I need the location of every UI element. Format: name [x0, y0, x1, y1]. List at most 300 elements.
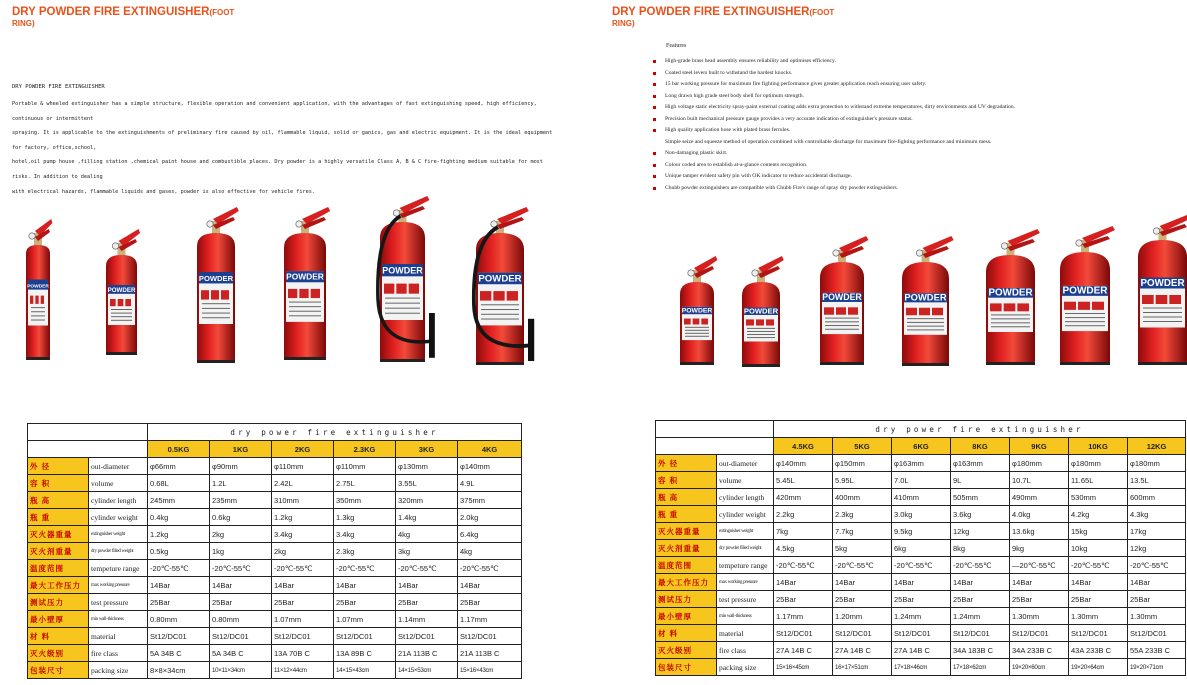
table-cell: 55A 233B C: [1128, 642, 1186, 659]
extinguisher-label-text: POWDER: [743, 306, 779, 316]
table-cell: 1.24mm: [951, 608, 1010, 625]
table-cell: 350mm: [334, 492, 396, 509]
table-cell: 490mm: [1010, 489, 1069, 506]
table-cell: 27A 14B C: [833, 642, 892, 659]
table-cell: 320mm: [396, 492, 458, 509]
table-cell: 8×8×34cm: [148, 662, 210, 679]
table-cell: -20℃-55℃: [458, 560, 522, 577]
table-row: [28, 526, 522, 543]
table-cell: -20℃-55℃: [1069, 557, 1128, 574]
table-cell: 25Bar: [458, 594, 522, 611]
table-row: [28, 594, 522, 611]
table-cell: 1.14mm: [396, 611, 458, 628]
extinguisher-image: [735, 252, 787, 371]
table-cell: 4kg: [396, 526, 458, 543]
row-label-cn: 最小壁厚: [656, 608, 717, 625]
table-cell: 1.3kg: [334, 509, 396, 526]
row-label-cn: 测试压力: [656, 591, 717, 608]
table-cell: 530mm: [1069, 489, 1128, 506]
table-row: [656, 472, 1186, 489]
row-label-cn: 容 积: [28, 475, 89, 492]
table-cell: St12/DC01: [774, 625, 833, 642]
table-cell: 11.65L: [1069, 472, 1128, 489]
size-header: 5KG: [833, 438, 892, 455]
corner-cell: [28, 424, 148, 441]
table-cell: 3.6kg: [951, 506, 1010, 523]
table-cell: φ90mm: [210, 458, 272, 475]
table-cell: φ66mm: [148, 458, 210, 475]
table-row: [28, 645, 522, 662]
table-cell: 375mm: [458, 492, 522, 509]
table-cell: 3.4kg: [272, 526, 334, 543]
feature-item: Non-damaging plastic skirt.: [652, 148, 1015, 160]
table-cell: 2kg: [210, 526, 272, 543]
extinguisher-image: [277, 203, 333, 364]
row-label-en: min wall-thickness: [717, 608, 774, 625]
extinguisher-label-text: POWDER: [198, 273, 234, 283]
table-cell: 5.95L: [833, 472, 892, 489]
table-cell: 13A 89B C: [334, 645, 396, 662]
row-label-en: tempeture range: [89, 560, 148, 577]
table-cell: 600mm: [1128, 489, 1186, 506]
table-row: [28, 458, 522, 475]
row-label-en: cylinder length: [89, 492, 148, 509]
extinguisher-label-text: POWDER: [27, 284, 49, 290]
table-cell: 25Bar: [396, 594, 458, 611]
table-cell: 9.5kg: [892, 523, 951, 540]
extinguisher-label-text: POWDER: [382, 265, 423, 276]
feature-item: Colour coded area to establish at-a-glance contents recognition.: [652, 160, 1015, 172]
table-cell: St12/DC01: [833, 625, 892, 642]
table-cell: φ180mm: [1010, 455, 1069, 472]
table-cell: φ140mm: [458, 458, 522, 475]
table-row: [656, 625, 1186, 642]
table-cell: 8kg: [951, 540, 1010, 557]
extinguisher-image: [190, 203, 242, 367]
table-cell: 10kg: [1069, 540, 1128, 557]
table-cell: 1kg: [210, 543, 272, 560]
table-cell: 245mm: [148, 492, 210, 509]
table-cell: 0.5kg: [148, 543, 210, 560]
table-cell: 1.24mm: [892, 608, 951, 625]
feature-item: Unique tamper evident safety pin with OK indicator to reduce accidental discharge.: [652, 171, 1015, 183]
table-cell: φ150mm: [833, 455, 892, 472]
extinguisher-label-text: POWDER: [1062, 285, 1108, 297]
table-row: [28, 509, 522, 526]
table-cell: 19×20×60cm: [1010, 659, 1069, 676]
table-cell: 11×12×44cm: [272, 662, 334, 679]
table-cell: 1.30mm: [1069, 608, 1128, 625]
table-cell: 1.30mm: [1010, 608, 1069, 625]
table-cell: 3.0kg: [892, 506, 951, 523]
extinguisher-image: [373, 192, 448, 366]
extinguisher-image: [1131, 210, 1187, 369]
table-row: [656, 574, 1186, 591]
table-cell: 1.07mm: [334, 611, 396, 628]
title-main: DRY POWDER FIRE EXTINGUISHER: [12, 6, 210, 18]
table-cell: -20℃-55℃: [774, 557, 833, 574]
table-cell: 13A 70B C: [272, 645, 334, 662]
table-cell: 13.5L: [1128, 472, 1186, 489]
size-header: 3KG: [396, 441, 458, 458]
row-label-en: dry powder filled weight: [717, 540, 774, 557]
size-header: 2.3KG: [334, 441, 396, 458]
table-cell: St12/DC01: [1069, 625, 1128, 642]
table-row: [28, 560, 522, 577]
extinguisher-label-text: POWDER: [988, 287, 1033, 299]
row-label-cn: 测试压力: [28, 594, 89, 611]
table-cell: 14Bar: [833, 574, 892, 591]
row-label-cn: 材 料: [656, 625, 717, 642]
extinguisher-image: [979, 225, 1042, 369]
table-cell: 4.2kg: [1069, 506, 1128, 523]
table-row: [656, 659, 1186, 676]
table-cell: 2.75L: [334, 475, 396, 492]
table-cell: φ110mm: [334, 458, 396, 475]
table-cell: 0.80mm: [210, 611, 272, 628]
row-label-en: test pressure: [89, 594, 148, 611]
row-label-en: fire class: [89, 645, 148, 662]
table-cell: 6.4kg: [458, 526, 522, 543]
row-label-cn: 材 料: [28, 628, 89, 645]
size-header: 0.5KG: [148, 441, 210, 458]
table-cell: 2.0kg: [458, 509, 522, 526]
table-row: [28, 475, 522, 492]
table-row: [656, 506, 1186, 523]
extinguisher-label-text: POWDER: [1140, 278, 1185, 289]
row-label-cn: 外 径: [28, 458, 89, 475]
size-header: 4.5KG: [774, 438, 833, 455]
table-cell: 1.2kg: [148, 526, 210, 543]
row-label-en: out-diameter: [89, 458, 148, 475]
corner-cell: [28, 441, 148, 458]
table-cell: St12/DC01: [148, 628, 210, 645]
table-caption-row: [656, 421, 1186, 438]
extinguisher-image: [469, 203, 547, 369]
row-label-en: cylinder length: [717, 489, 774, 506]
table-cell: 25Bar: [334, 594, 396, 611]
table-cell: 410mm: [892, 489, 951, 506]
table-cell: 14Bar: [1010, 574, 1069, 591]
table-cell: 10.7L: [1010, 472, 1069, 489]
features-list: [652, 56, 1015, 194]
table-cell: 235mm: [210, 492, 272, 509]
table-cell: 4.0kg: [1010, 506, 1069, 523]
table-cell: 6kg: [892, 540, 951, 557]
table-cell: St12/DC01: [951, 625, 1010, 642]
description-line: spraying. It is applicable to the extinguishments of preliminary fire caused by oil, flammable liquid, solid or ganics, gas and electric equipment. It is the ideal equipment for factory, office,school,: [12, 130, 553, 151]
table-cell: 17×18×62cm: [951, 659, 1010, 676]
table-row: [28, 492, 522, 509]
row-label-cn: 瓶 高: [656, 489, 717, 506]
table-cell: 2.42L: [272, 475, 334, 492]
table-cell: 25Bar: [1010, 591, 1069, 608]
row-label-cn: 瓶 高: [28, 492, 89, 509]
table-cell: 25Bar: [774, 591, 833, 608]
table-cell: 27A 14B C: [892, 642, 951, 659]
table-cell: 14Bar: [334, 577, 396, 594]
table-cell: 17kg: [1128, 523, 1186, 540]
table-row: [28, 577, 522, 594]
description-heading: DRY POWDER FIRE EXTINGUISHER: [12, 84, 105, 90]
table-cell: -20℃-55℃: [892, 557, 951, 574]
table-cell: -20℃-55℃: [148, 560, 210, 577]
table-cell: 1.2kg: [272, 509, 334, 526]
table-cell: 505mm: [951, 489, 1010, 506]
title-suffix: (FOOT: [809, 8, 835, 17]
row-label-cn: 包装尺寸: [656, 659, 717, 676]
feature-item: Precision built mechanical pressure gauge provides a very accurate indication of extinguisher's pressure status.: [652, 114, 1015, 126]
table-cell: 14Bar: [1069, 574, 1128, 591]
title-line2: RING): [12, 19, 35, 28]
table-row: [28, 611, 522, 628]
row-label-en: max working pressure: [89, 577, 148, 594]
table-cell: 14Bar: [210, 577, 272, 594]
table-cell: 4.9L: [458, 475, 522, 492]
row-label-en: dry powder filled weight: [89, 543, 148, 560]
table-cell: -20℃-55℃: [1128, 557, 1186, 574]
table-cell: 14×15×53cm: [396, 662, 458, 679]
table-cell: St12/DC01: [1010, 625, 1069, 642]
table-cell: φ110mm: [272, 458, 334, 475]
extinguisher-image: [99, 225, 144, 359]
table-cell: 0.80mm: [148, 611, 210, 628]
feature-item: High voltage static electricity spray-paint external coating adds extra protection to withstand extreme temperatures, dirty environments and UV degradation.: [652, 102, 1015, 114]
table-cell: 3kg: [396, 543, 458, 560]
table-cell: 1.4kg: [396, 509, 458, 526]
table-cell: 420mm: [774, 489, 833, 506]
table-row: [656, 608, 1186, 625]
extinguisher-label-text: POWDER: [904, 291, 947, 303]
row-label-cn: 瓶 重: [656, 506, 717, 523]
table-row: [656, 523, 1186, 540]
table-cell: 1.17mm: [458, 611, 522, 628]
table-cell: 14Bar: [396, 577, 458, 594]
extinguisher-image: [673, 252, 721, 369]
table-cell: 0.6kg: [210, 509, 272, 526]
table-cell: St12/DC01: [334, 628, 396, 645]
table-cell: 2.3kg: [334, 543, 396, 560]
features-heading: Features: [666, 43, 687, 49]
table-cell: 12kg: [1128, 540, 1186, 557]
size-header: 6KG: [892, 438, 951, 455]
extinguisher-image: [813, 232, 871, 369]
table-cell: 400mm: [833, 489, 892, 506]
table-row: [656, 591, 1186, 608]
table-cell: 1.20mm: [833, 608, 892, 625]
description-line: hotel,oil pump house ,filling station ,chemical paint house and combustible places. Dry powder is a highly versatile Class A, B & C fire-fighting medium suitable for most risks. In addition to dealing: [12, 159, 543, 180]
table-cell: 4.3kg: [1128, 506, 1186, 523]
table-cell: 27A 14B C: [774, 642, 833, 659]
row-label-en: volume: [89, 475, 148, 492]
table-row: [656, 489, 1186, 506]
table-header-row: [28, 441, 522, 458]
description-line: with electrical hazards, flammable liquids and gases, powder is also effective for vehicle fires.: [12, 188, 315, 195]
table-cell: 9L: [951, 472, 1010, 489]
table-cell: 13.6kg: [1010, 523, 1069, 540]
table-cell: 14Bar: [892, 574, 951, 591]
table-caption-row: [28, 424, 522, 441]
table-cell: 34A 233B C: [1010, 642, 1069, 659]
feature-item: High-grade brass head assembly ensures reliability and optimises efficiency.: [652, 56, 1015, 68]
table-cell: -20℃-55℃: [833, 557, 892, 574]
extinguisher-image: [895, 232, 956, 370]
table-cell: 19×20×64cm: [1069, 659, 1128, 676]
row-label-en: extinguisher weight: [717, 523, 774, 540]
row-label-en: out-diameter: [717, 455, 774, 472]
row-label-cn: 温度范围: [656, 557, 717, 574]
size-header: 8KG: [951, 438, 1010, 455]
table-row: [656, 455, 1186, 472]
table-cell: 3.4kg: [334, 526, 396, 543]
row-label-cn: 外 径: [656, 455, 717, 472]
table-cell: 15×16×45cm: [774, 659, 833, 676]
extinguisher-image: [19, 215, 57, 364]
table-row: [28, 543, 522, 560]
table-cell: 4.5kg: [774, 540, 833, 557]
table-cell: 2.2kg: [774, 506, 833, 523]
size-header: 12KG: [1128, 438, 1186, 455]
table-cell: 2kg: [272, 543, 334, 560]
table-cell: 14Bar: [272, 577, 334, 594]
table-cell: 5kg: [833, 540, 892, 557]
table-cell: 19×20×71cm: [1128, 659, 1186, 676]
table-cell: St12/DC01: [272, 628, 334, 645]
row-label-en: extinguisher weight: [89, 526, 148, 543]
table-row: [656, 540, 1186, 557]
table-cell: 310mm: [272, 492, 334, 509]
table-cell: 14×15×43cm: [334, 662, 396, 679]
table-cell: 7kg: [774, 523, 833, 540]
table-cell: 25Bar: [951, 591, 1010, 608]
size-header: 4KG: [458, 441, 522, 458]
row-label-cn: 瓶 重: [28, 509, 89, 526]
table-caption: dry power fire extinguisher: [148, 424, 522, 441]
table-cell: 0.68L: [148, 475, 210, 492]
feature-item: Coated steel levers built to withstand the hardest knocks.: [652, 68, 1015, 80]
table-cell: 25Bar: [833, 591, 892, 608]
feature-item: High quality application hose with plated brass ferrules.: [652, 125, 1015, 137]
table-cell: St12/DC01: [892, 625, 951, 642]
table-row: [28, 662, 522, 679]
table-cell: φ180mm: [1128, 455, 1186, 472]
table-cell: 25Bar: [272, 594, 334, 611]
table-cell: 1.17mm: [774, 608, 833, 625]
table-cell: 25Bar: [1069, 591, 1128, 608]
table-cell: φ180mm: [1069, 455, 1128, 472]
row-label-cn: 最大工作压力: [28, 577, 89, 594]
size-header: 2KG: [272, 441, 334, 458]
page-title: [12, 7, 234, 29]
table-row: [28, 628, 522, 645]
table-cell: φ130mm: [396, 458, 458, 475]
table-header-row: [656, 438, 1186, 455]
table-cell: 7.0L: [892, 472, 951, 489]
row-label-en: packing size: [717, 659, 774, 676]
extinguisher-label-text: POWDER: [478, 273, 522, 285]
size-header: 1KG: [210, 441, 272, 458]
corner-cell: [656, 438, 774, 455]
table-cell: 14Bar: [1128, 574, 1186, 591]
table-cell: 43A 233B C: [1069, 642, 1128, 659]
description-body: [12, 97, 557, 199]
feature-item: 15 bar working pressure for maximum fire fighting performance gives greater application reach ensuring user safety.: [652, 79, 1015, 91]
row-label-cn: 容 积: [656, 472, 717, 489]
table-cell: -20℃-55℃: [334, 560, 396, 577]
table-cell: 7.7kg: [833, 523, 892, 540]
table-cell: 1.30mm: [1128, 608, 1186, 625]
table-cell: 14Bar: [951, 574, 1010, 591]
table-cell: 4kg: [458, 543, 522, 560]
row-label-cn: 灭火器重量: [28, 526, 89, 543]
row-label-en: test pressure: [717, 591, 774, 608]
table-cell: St12/DC01: [396, 628, 458, 645]
row-label-en: max working pressure: [717, 574, 774, 591]
table-cell: -20℃-55℃: [210, 560, 272, 577]
table-cell: 25Bar: [1128, 591, 1186, 608]
row-label-cn: 灭火剂重量: [28, 543, 89, 560]
table-cell: St12/DC01: [210, 628, 272, 645]
row-label-cn: 灭火剂重量: [656, 540, 717, 557]
table-cell: 9kg: [1010, 540, 1069, 557]
feature-item: Long drawn high grade steel body shell for optimum strength.: [652, 91, 1015, 103]
table-cell: 17×18×46cm: [892, 659, 951, 676]
row-label-en: min wall-thickness: [89, 611, 148, 628]
row-label-cn: 包装尺寸: [28, 662, 89, 679]
table-cell: 5.45L: [774, 472, 833, 489]
row-label-en: tempeture range: [717, 557, 774, 574]
corner-cell: [656, 421, 774, 438]
table-cell: φ140mm: [774, 455, 833, 472]
size-header: 9KG: [1010, 438, 1069, 455]
feature-item: Simple seize and squeeze method of operation combined with controllable discharge for maximum fire-fighting performance and minimum mess.: [665, 138, 992, 145]
row-label-en: packing size: [89, 662, 148, 679]
table-cell: 12kg: [951, 523, 1010, 540]
row-label-cn: 灭火级别: [656, 642, 717, 659]
table-caption: dry power fire extinguisher: [774, 421, 1186, 438]
spec-table: [655, 420, 1186, 676]
table-cell: 0.4kg: [148, 509, 210, 526]
table-cell: 21A 113B C: [458, 645, 522, 662]
title-main: DRY POWDER FIRE EXTINGUISHER: [612, 6, 810, 18]
row-label-cn: 灭火器重量: [656, 523, 717, 540]
table-cell: -20℃-55℃: [951, 557, 1010, 574]
table-cell: 1.07mm: [272, 611, 334, 628]
table-cell: 15kg: [1069, 523, 1128, 540]
extinguisher-label-text: POWDER: [107, 286, 136, 294]
table-cell: St12/DC01: [458, 628, 522, 645]
spec-table: [27, 423, 522, 679]
table-cell: 14Bar: [148, 577, 210, 594]
row-label-cn: 最小壁厚: [28, 611, 89, 628]
extinguisher-label-text: POWDER: [286, 271, 324, 282]
extinguisher-label-text: POWDER: [822, 291, 862, 302]
table-cell: 25Bar: [148, 594, 210, 611]
table-cell: 16×17×51cm: [833, 659, 892, 676]
feature-item: Chubb powder extinguishers are compatible with Chubb Fire's range of spray dry powder extinguishers.: [652, 183, 1015, 195]
row-label-en: material: [717, 625, 774, 642]
table-cell: 34A 183B C: [951, 642, 1010, 659]
table-cell: 14Bar: [774, 574, 833, 591]
row-label-en: volume: [717, 472, 774, 489]
row-label-cn: 灭火级别: [28, 645, 89, 662]
table-cell: φ163mm: [892, 455, 951, 472]
table-cell: 25Bar: [210, 594, 272, 611]
table-cell: 5A 34B C: [148, 645, 210, 662]
row-label-en: cylinder weight: [89, 509, 148, 526]
title-line2: RING): [612, 19, 635, 28]
row-label-en: material: [89, 628, 148, 645]
